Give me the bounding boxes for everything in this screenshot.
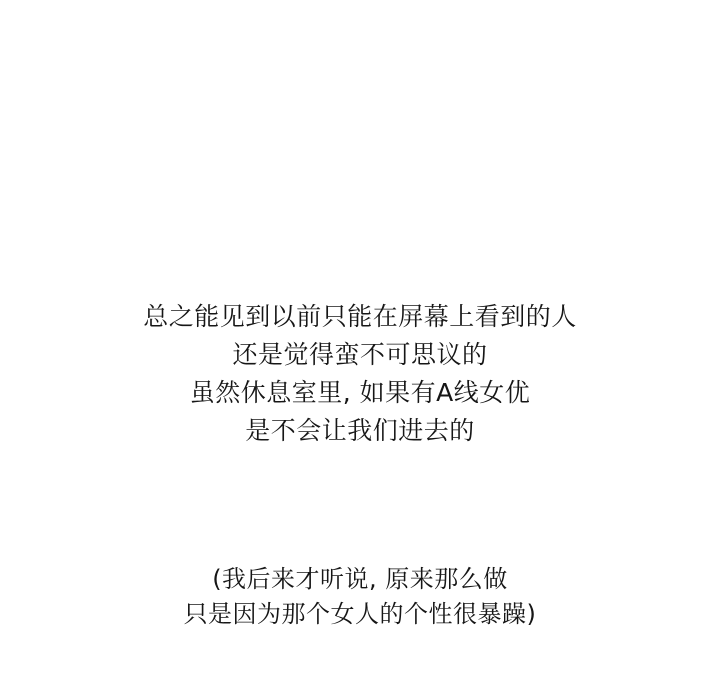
- narration-note-line: (我后来才听说, 原来那么做: [212, 565, 508, 593]
- narration-line: 总之能见到以前只能在屏幕上看到的人: [143, 302, 577, 331]
- narration-line: 是不会让我们进去的: [245, 416, 475, 445]
- narration-block-note: [0, 562, 720, 632]
- narration-note-line: 只是因为那个女人的个性很暴躁): [183, 600, 537, 628]
- narration-line: 还是觉得蛮不可思议的: [232, 340, 488, 369]
- narration-line: 虽然休息室里, 如果有A线女优: [189, 378, 531, 407]
- narration-block-main: [0, 298, 720, 450]
